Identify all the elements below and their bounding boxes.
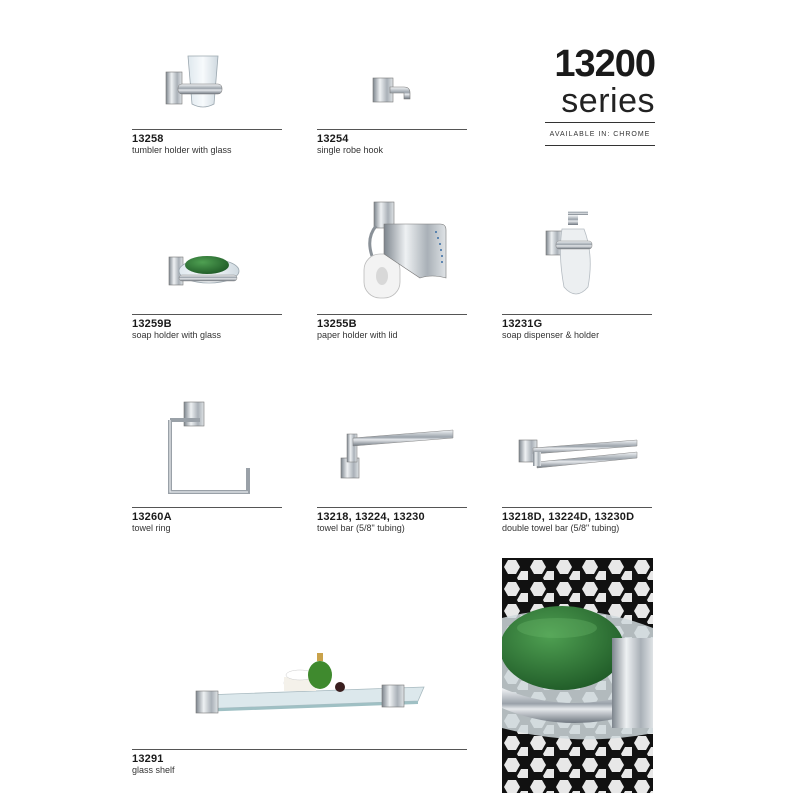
product-code: 13218, 13224, 13230 [317, 511, 425, 523]
product-code: 13291 [132, 753, 164, 765]
product-code: 13254 [317, 133, 349, 145]
product-description: glass shelf [132, 765, 175, 775]
double-towel-bar-image [515, 430, 640, 480]
product-caption [132, 749, 467, 776]
product-caption [317, 314, 467, 341]
product-code: 13259B [132, 318, 172, 330]
product-description: towel bar (5/8" tubing) [317, 523, 405, 533]
product-caption [317, 129, 467, 156]
robe-hook-image [370, 75, 420, 110]
divider [545, 145, 655, 146]
product-description: single robe hook [317, 145, 384, 155]
series-number: 13200 [554, 43, 655, 85]
product-code: 13260A [132, 511, 172, 523]
product-caption [317, 507, 467, 534]
soap-holder-image [165, 245, 245, 295]
product-description: towel ring [132, 523, 171, 533]
product-description: soap holder with glass [132, 330, 222, 340]
product-code: 13255B [317, 318, 357, 330]
product-code: 13218D, 13224D, 13230D [502, 511, 635, 523]
glass-shelf-image [190, 645, 430, 725]
product-caption [132, 507, 282, 534]
availability-label: AVAILABLE IN: CHROME [549, 131, 651, 138]
product-code: 13258 [132, 133, 164, 145]
product-description: double towel bar (5/8" tubing) [502, 523, 620, 533]
paper-holder-image [360, 198, 455, 308]
product-caption [132, 314, 282, 341]
product-description: soap dispenser & holder [502, 330, 600, 340]
product-caption [502, 507, 652, 534]
product-caption [502, 314, 652, 341]
product-description: paper holder with lid [317, 330, 398, 340]
series-title-block [545, 44, 655, 146]
towel-bar-image [335, 422, 460, 487]
series-word: series [561, 82, 655, 120]
product-code: 13231G [502, 318, 543, 330]
soap-dispenser-image [540, 205, 600, 305]
product-description: tumbler holder with glass [132, 145, 232, 155]
tumbler-holder-image [160, 50, 240, 120]
product-caption [132, 129, 282, 156]
closeup-photo [502, 558, 653, 793]
towel-ring-image [160, 398, 260, 498]
